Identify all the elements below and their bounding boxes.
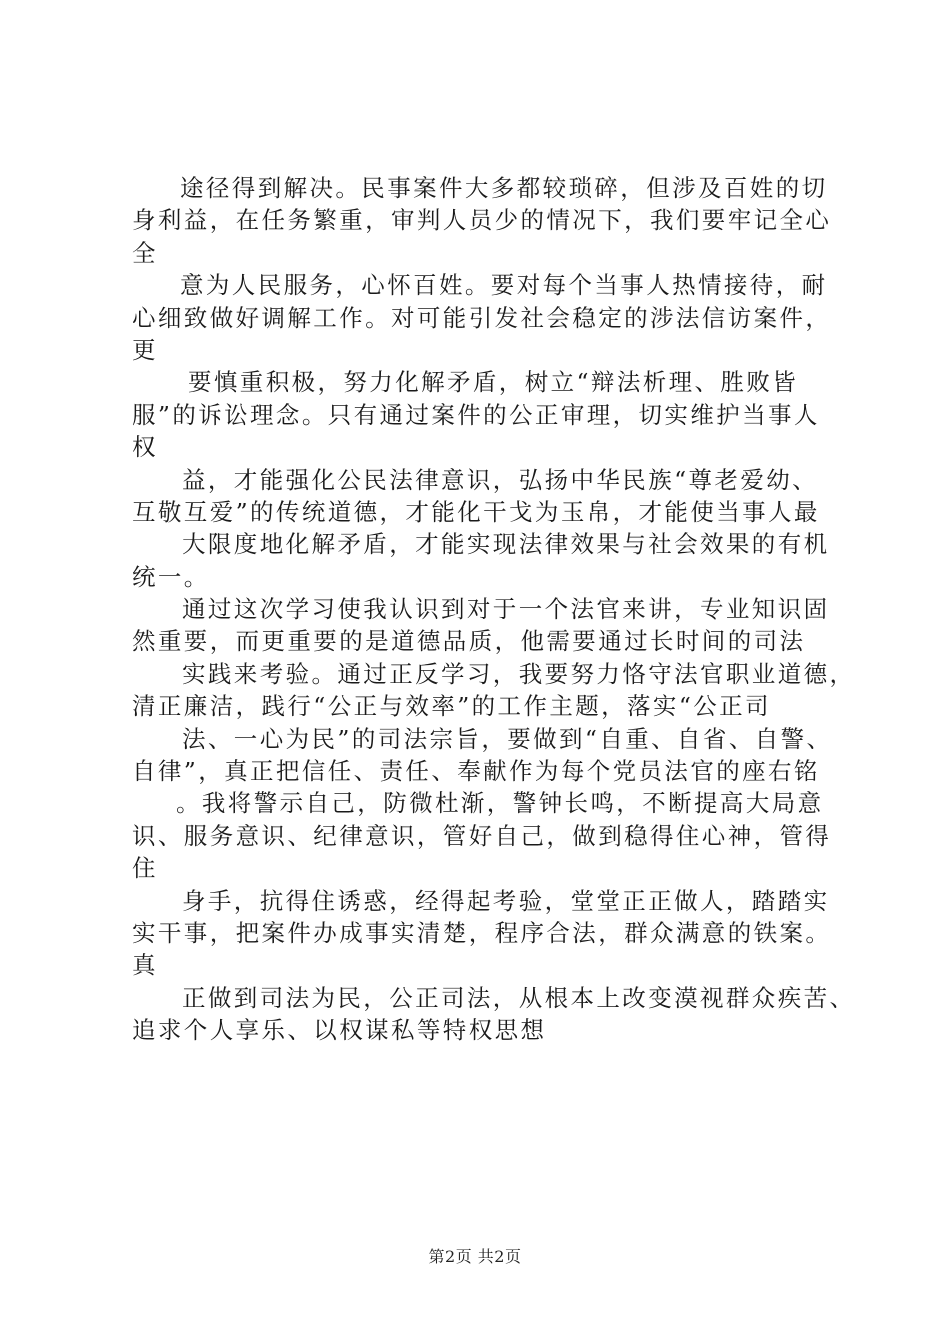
text-line: 自律”，真正把信任、责任、奉献作为每个党员法官的座右铭 — [132, 757, 820, 786]
text-line: 更 — [132, 335, 158, 364]
text-line: 识、服务意识、纪律意识，管好自己，做到稳得住心神，管得 — [132, 821, 832, 850]
text-line: 清正廉洁，践行“公正与效率”的工作主题，落实“公正司 — [132, 692, 771, 721]
text-line: 统一。 — [132, 562, 210, 591]
text-line: 意为人民服务，心怀百姓。要对每个当事人热情接待，耐 — [180, 271, 828, 300]
text-line: 益，才能强化公民法律意识，弘扬中华民族“尊老爱幼、 — [182, 465, 819, 494]
text-line: 心细致做好调解工作。对可能引发社会稳定的涉法信访案件， — [132, 303, 832, 332]
text-line: 通过这次学习使我认识到对于一个法官来讲，专业知识固 — [182, 595, 830, 624]
text-line: 身手，抗得住诱惑，经得起考验，堂堂正正做人，踏踏实 — [182, 886, 830, 915]
text-line: 正做到司法为民，公正司法，从根本上改变漠视群众疾苦、 — [182, 983, 856, 1012]
text-line: 实干事，把案件办成事实清楚，程序合法，群众满意的铁案。 — [132, 918, 832, 947]
text-line: 要慎重积极，努力化解矛盾，树立“辩法析理、胜败皆 — [188, 368, 799, 397]
text-line: 真 — [132, 951, 158, 980]
text-line: 。我将警示自己，防微杜渐，警钟长鸣，不断提高大局意 — [176, 789, 824, 818]
text-line: 追求个人享乐、以权谋私等特权思想 — [132, 1016, 547, 1045]
page-number-footer: 第2页 共2页 — [428, 1247, 522, 1266]
document-body — [132, 172, 856, 1047]
text-line: 大限度地化解矛盾，才能实现法律效果与社会效果的有机 — [182, 530, 830, 559]
text-line: 权 — [132, 433, 158, 462]
text-line: 住 — [132, 854, 158, 883]
text-line: 身利益，在任务繁重，审判人员少的情况下，我们要牢记全心 — [132, 206, 832, 235]
text-line: 全 — [132, 238, 158, 267]
text-line: 途径得到解决。民事案件大多都较琐碎，但涉及百姓的切 — [180, 174, 828, 202]
text-line: 然重要，而更重要的是道德品质，他需要通过长时间的司法 — [132, 627, 806, 656]
text-line: 互敬互爱”的传统道德，才能化干戈为玉帛，才能使当事人最 — [132, 497, 820, 526]
text-line: 服”的诉讼理念。只有通过案件的公正审理，切实维护当事人 — [132, 400, 820, 429]
text-line: 实践来考验。通过正反学习，我要努力恪守法官职业道德， — [182, 659, 856, 688]
text-line: 法、一心为民”的司法宗旨，要做到“自重、自省、自警、 — [182, 724, 833, 753]
